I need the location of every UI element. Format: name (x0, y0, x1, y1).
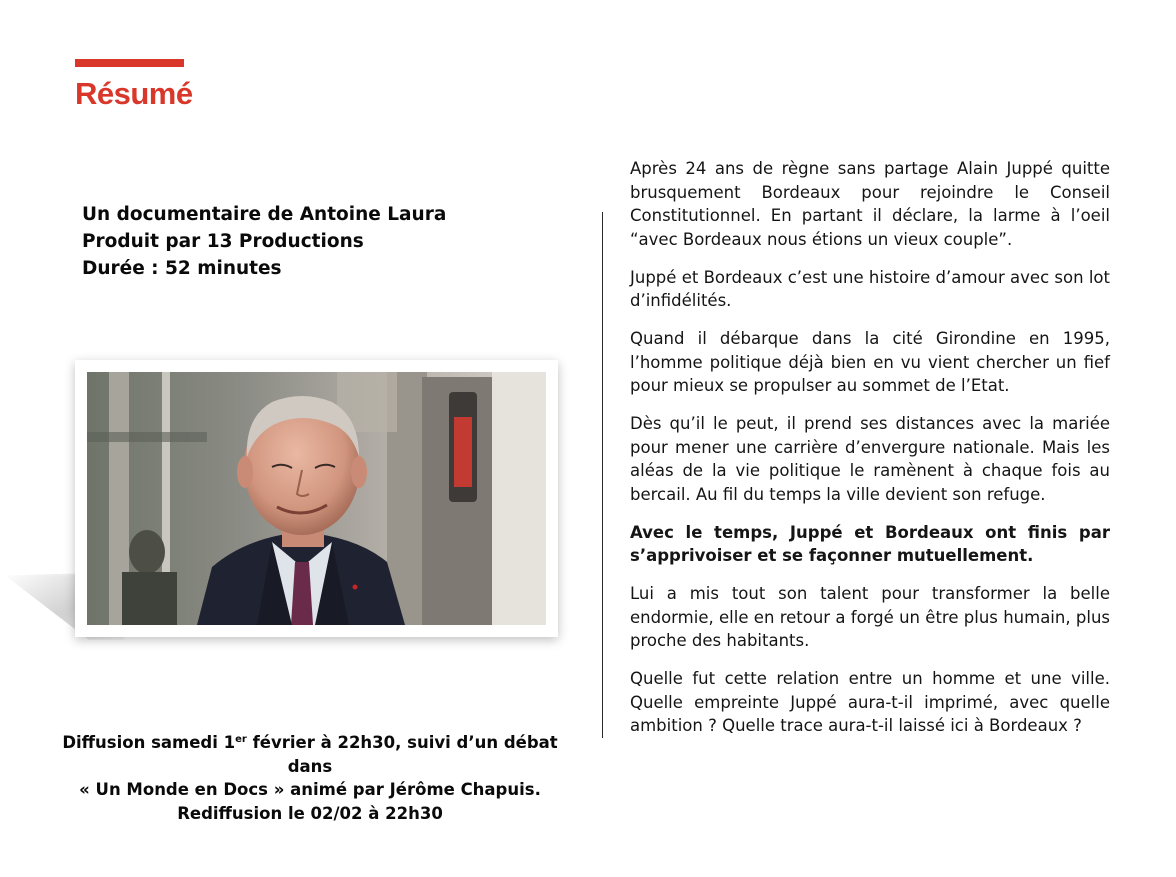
broadcast-info (62, 731, 558, 825)
broadcast-time-text: février à 22h30, suivi d’un débat dans (246, 733, 558, 776)
page-title: Résumé (75, 76, 193, 111)
broadcast-line-3: Rediffusion le 02/02 à 22h30 (177, 803, 443, 823)
broadcast-date-text: Diffusion samedi 1 (62, 733, 236, 752)
summary-paragraph: Après 24 ans de règne sans partage Alain Juppé quitte brusquement Bordeaux pour rejoindre le Conseil Constitutionnel. En partant il déclare, la larme à l’oeil “avec Bordeaux nous étions un vieux couple”. (630, 159, 1110, 249)
broadcast-line-2: « Un Monde en Docs » animé par Jérôme Chapuis. (79, 780, 541, 799)
title-accent-bar (75, 59, 184, 67)
credits-director: Un documentaire de Antoine Laura (82, 204, 447, 225)
summary-paragraph: Juppé et Bordeaux c’est une histoire d’amour avec son lot d’infidélités. (630, 267, 1110, 310)
credits-block (82, 201, 446, 282)
credits-duration: Durée : 52 minutes (82, 258, 282, 279)
broadcast-line-1 (62, 731, 558, 778)
broadcast-date-superscript: er (235, 734, 247, 745)
summary-paragraph: Dès qu’il le peut, il prend ses distances avec la mariée pour mener une carrière d’envergure nationale. Mais les aléas de la vie politique le ramènent à chaque fois au bercail. Au fil du temps la ville devient son refuge. (630, 414, 1110, 504)
summary-text (630, 157, 1110, 752)
photo-frame (75, 360, 558, 637)
credits-producer: Produit par 13 Productions (82, 231, 364, 252)
summary-paragraph: Quelle fut cette relation entre un homme et une ville. Quelle empreinte Juppé aura-t-il imprimé, avec quelle ambition ? Quelle trace aura-t-il laissé ici à Bordeaux ? (630, 669, 1110, 735)
summary-paragraph-highlight: Avec le temps, Juppé et Bordeaux ont finis par s’apprivoiser et se façonner mutuellement. (630, 522, 1110, 565)
column-divider (602, 212, 603, 738)
summary-paragraph: Lui a mis tout son talent pour transformer la belle endormie, elle en retour a forgé un être plus humain, plus proche des habitants. (630, 584, 1110, 650)
summary-paragraph: Quand il débarque dans la cité Girondine en 1995, l’homme politique déjà bien en vu vient chercher un fief pour mieux se propulser au sommet de l’Etat. (630, 329, 1110, 395)
documentary-photo (87, 372, 546, 625)
